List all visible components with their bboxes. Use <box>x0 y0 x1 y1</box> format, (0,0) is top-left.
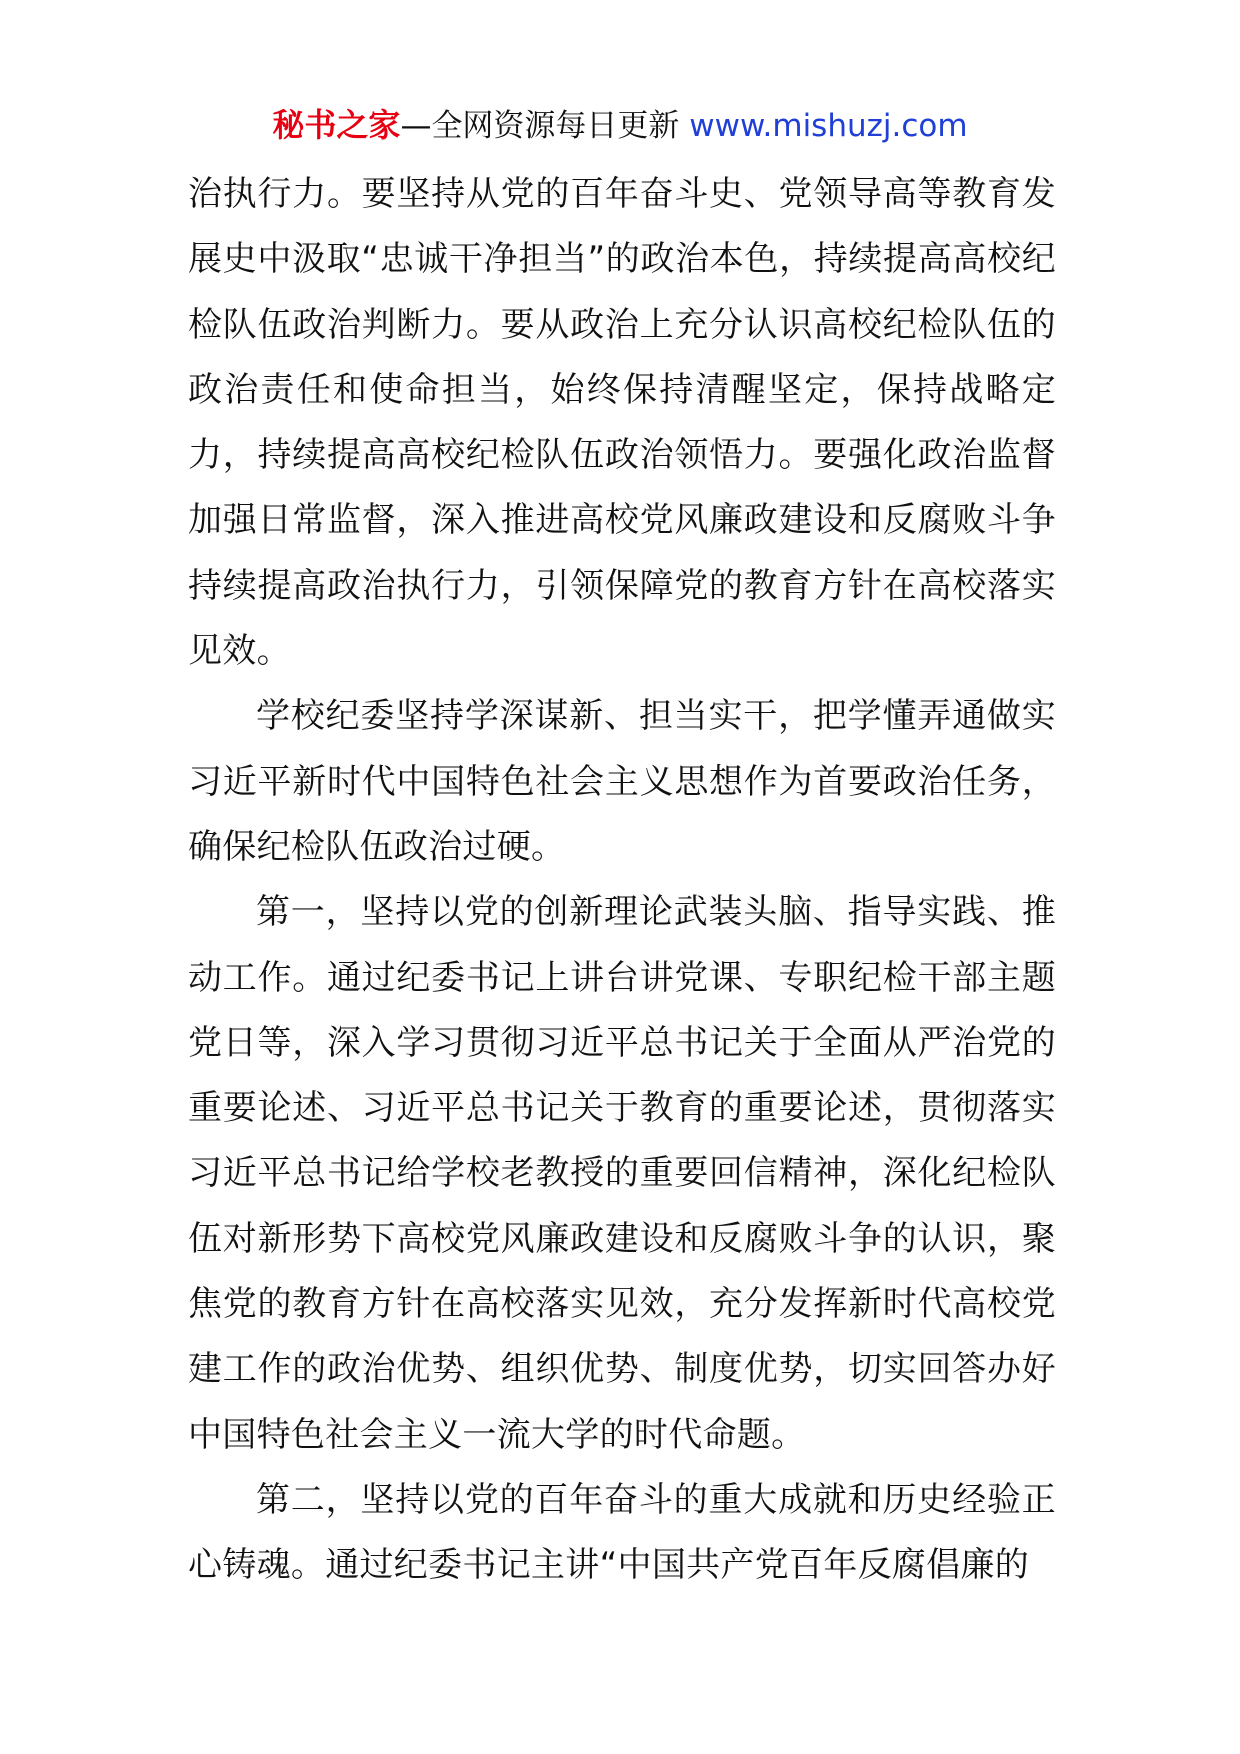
brand-name: 秘书之家 <box>272 106 401 144</box>
paragraph: 第一，坚持以党的创新理论武装头脑、指导实践、推动工作。通过纪委书记上讲台讲党课、专职纪检干部主题党日等，深入学习贯彻习近平总书记关于全面从严治党的重要论述、习近平总书记关于教育的重要论述，贯彻落实习近平总书记给学校老教授的重要回信精神，深化纪检队伍对新形势下高校党风廉政建设和反腐败斗争的认识，聚焦党的教育方针在高校落实见效，充分发挥新时代高校党建工作的政治优势、组织优势、制度优势，切实回答办好中国特色社会主义一流大学的时代命题。 <box>188 892 1056 1455</box>
header-slogan: —全网资源每日更新 <box>400 108 680 144</box>
page-header <box>0 100 1240 150</box>
paragraph: 学校纪委坚持学深谋新、担当实干，把学懂弄通做实习近平新时代中国特色社会主义思想作为首要政治任务，确保纪检队伍政治过硬。 <box>188 696 1056 867</box>
paragraph-continued: 治执行力。要坚持从党的百年奋斗史、党领导高等教育发展史中汲取“忠诚干净担当”的政治本色，持续提高高校纪检队伍政治判断力。要从政治上充分认识高校纪检队伍的政治责任和使命担当，始终保持清醒坚定，保持战略定力，持续提高高校纪检队伍政治领悟力。要强化政治监督加强日常监督，深入推进高校党风廉政建设和反腐败斗争持续提高政治执行力，引领保障党的教育方针在高校落实见效。 <box>188 174 1056 672</box>
paragraph: 第二，坚持以党的百年奋斗的重大成就和历史经验正心铸魂。通过纪委书记主讲“中国共产党百年反腐倡廉的 <box>188 1479 1056 1586</box>
website-url: www.mishuzj.com <box>689 108 968 144</box>
document-body <box>188 162 1056 1599</box>
